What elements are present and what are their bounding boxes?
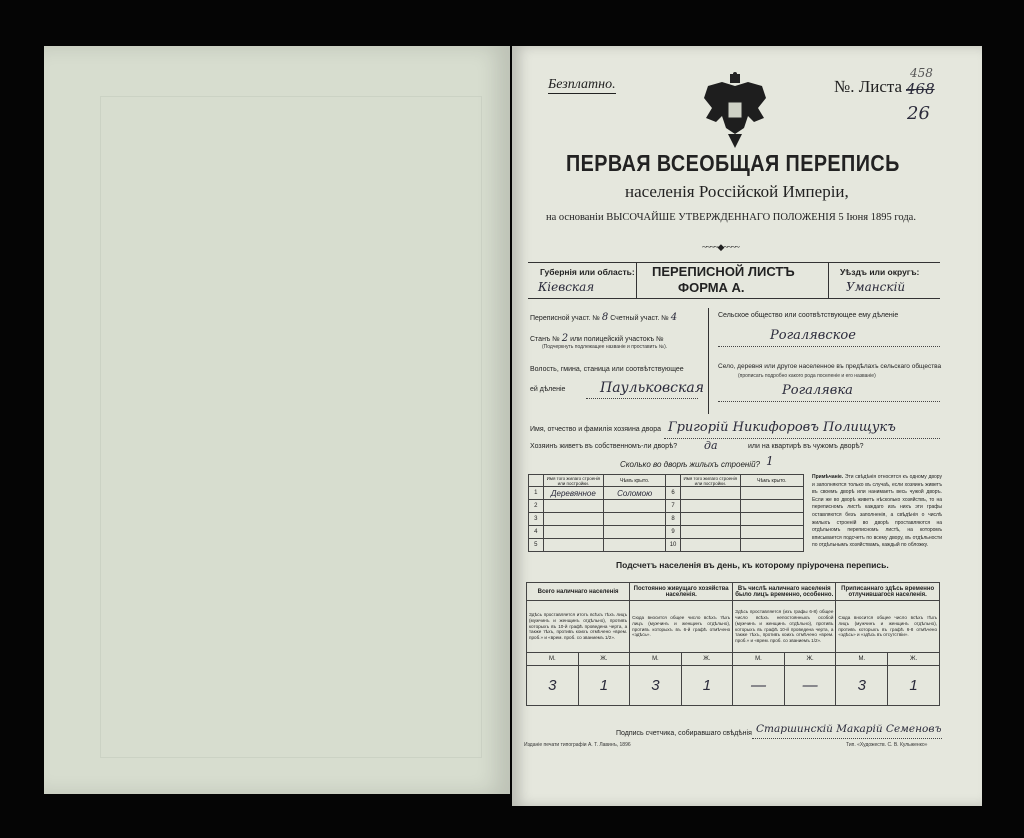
own-yard-value: да <box>704 439 718 452</box>
selo-label: Село, деревня или другое населенное въ предѣлахъ сельскаго общества <box>718 363 942 370</box>
buildings-label: Сколько во дворѣ жилыхъ строеній? <box>620 460 760 469</box>
female-label: Ж. <box>784 653 836 666</box>
row-number: 9 <box>666 526 681 539</box>
table-row <box>529 526 804 539</box>
own-yard-label: Хозяинъ живетъ въ собственномъ-ли дворѣ? <box>530 443 678 450</box>
row-number: 4 <box>529 526 544 539</box>
apartment-label: или на квартирѣ въ чужомъ дворѣ? <box>748 443 864 450</box>
buildings-note <box>812 474 942 550</box>
note-title: Примѣчаніе. <box>812 474 844 480</box>
count-col-desc: Здѣсь проставляется итогъ всѣхъ тѣхъ лицъ (мужчинъ и женщинъ отдѣльно), противъ которыхъ въ 10-й графѣ проведена черта, а также тѣхъ, противъ коихъ отмѣчено «врем. проб.» и «врем. проб. со званиемъ 1/2». <box>527 601 630 653</box>
uchastok-value: 8 <box>601 312 609 323</box>
volost-label-1: Волость, гмина, станица или соотвѣтствующее <box>530 366 684 373</box>
sheet-number-label: №. Листа <box>834 77 903 96</box>
volost-label-2: ей дѣленіе <box>530 386 566 393</box>
gubernia-value: Кіевская <box>538 280 595 294</box>
building-name: Деревянное <box>543 487 603 500</box>
note-text: Эти свѣдѣнія относятся къ одному двору и заполняются только въ случаѣ, если хозяинъ живетъ въ своемъ дворѣ или нанимаетъ весь чужой дворъ. Если же во дворѣ живетъ нѣсколько хозяйствъ, то на переписномъ листѣ каждаго изъ нихъ эти графы оставляются безъ заполненія, а свѣдѣнія о числѣ жилыхъ строеній во дворѣ проставляются на отдѣльномъ переписномъ листѣ, на которомъ вписывается подсчетъ по всему двору, въ отдѣльности по отдѣльнымъ хозяйствамъ, каждый по обложку. <box>812 474 943 549</box>
stan-line <box>530 333 664 344</box>
form-header-box <box>528 262 940 298</box>
row-number: 1 <box>529 487 544 500</box>
field-divider <box>708 308 709 414</box>
form-basis: на основаніи ВЫСОЧАЙШЕ УТВЕРЖДЕННАГО ПОЛОЖЕНІЯ 5 Іюня 1895 года. <box>546 212 916 223</box>
count-heading: Подсчетъ населенія въ день, къ которому пріурочена перепись. <box>616 560 889 570</box>
selo-note: (прописать подробно какого рода поселеніе и его названіе) <box>738 373 876 379</box>
owner-value: Григорій Никифоровъ Полищукъ <box>668 420 896 435</box>
owner-label: Имя, отчество и фамилія хозяина двора <box>530 426 662 433</box>
male-label: М. <box>630 653 682 666</box>
building-roof: Соломою <box>604 487 666 500</box>
table-row <box>529 539 804 552</box>
obshchestvo-label: Сельское общество или соотвѣтствующее ему дѣленіе <box>718 312 899 319</box>
table-row <box>529 487 804 500</box>
row-number: 5 <box>529 539 544 552</box>
footer-printer-left: Изданіе печати типографіи А. Т. Лавинъ, 1896 <box>524 742 631 748</box>
uchastok-line <box>530 312 677 323</box>
uezd-value: Уманскій <box>846 280 906 294</box>
sheet-number-value: 468 <box>906 80 935 98</box>
signature-label: Подпись счетчика, собиравшаго свѣдѣнія <box>616 730 752 737</box>
row-number: 7 <box>666 500 681 513</box>
volost-value: Паульковская <box>600 380 704 396</box>
sheet-type: ПЕРЕПИСНОЙ ЛИСТЪ <box>652 264 795 279</box>
obshchestvo-value: Рогалявское <box>770 328 856 343</box>
left-blank-page <box>44 46 510 794</box>
form-letter: ФОРМА А. <box>678 280 745 295</box>
count-col-desc: Сюда вносится общее число всѣхъ тѣхъ лицъ (мужчинъ и женщинъ отдѣльно), противъ которыхъ въ графѣ 6-8 отмѣчено «здѣсь» и «здѣсь въ отсутствіи». <box>836 601 940 653</box>
census-form-page <box>512 46 982 806</box>
free-label: Безплатно. <box>548 77 616 92</box>
count-col-head: Въ числѣ наличнаго населенія было лицъ временно, особенно. <box>733 583 836 601</box>
schetny-label: Счетный участ. № <box>610 315 669 322</box>
buildings-col-name: Имя того жилаго строенія или постройки. <box>543 475 603 487</box>
population-count-table <box>526 582 940 706</box>
coat-of-arms-icon <box>702 72 768 155</box>
schetny-value: 4 <box>670 312 678 323</box>
female-label: Ж. <box>578 653 630 666</box>
footer-printer-right: Тип. «Художеств. С. В. Кульженко» <box>846 742 928 748</box>
count-value: 3 <box>836 666 888 706</box>
row-number: 6 <box>666 487 681 500</box>
stan-value: 2 <box>561 333 569 344</box>
selo-value: Рогалявка <box>782 383 853 398</box>
bleed-through-frame <box>100 96 482 758</box>
count-col-head: Приписаннаго здѣсь временно отлучившагося населенія. <box>836 583 940 601</box>
gubernia-label: Губернія или область: <box>540 267 635 277</box>
signature-value: Старшинскій Макарій Семеновъ <box>756 723 942 735</box>
sheet-number-old: 458 <box>910 66 933 80</box>
count-value: 3 <box>527 666 579 706</box>
row-number: 8 <box>666 513 681 526</box>
female-label: Ж. <box>888 653 940 666</box>
page-number: 26 <box>907 103 930 124</box>
male-label: М. <box>836 653 888 666</box>
count-value: 1 <box>578 666 630 706</box>
row-number: 3 <box>529 513 544 526</box>
uezd-label: Уѣздъ или округъ: <box>840 267 920 277</box>
count-value: — <box>784 666 836 706</box>
row-number: 2 <box>529 500 544 513</box>
table-row <box>529 513 804 526</box>
count-value: — <box>733 666 785 706</box>
female-label: Ж. <box>681 653 733 666</box>
count-col-head: Постоянно живущаго хозяйства населенія. <box>630 583 733 601</box>
buildings-col-name-2: Имя того жилаго строенія или постройки. <box>680 475 740 487</box>
form-title: ПЕРВАЯ ВСЕОБЩАЯ ПЕРЕПИСЬ <box>566 150 900 176</box>
form-subtitle: населенія Россійской Имперіи, <box>625 182 849 201</box>
uchastok-label: Переписной участ. № <box>530 315 600 322</box>
buildings-col-roof-2: Чѣмъ крыто. <box>740 475 803 487</box>
buildings-value: 1 <box>766 454 774 468</box>
count-value: 1 <box>888 666 940 706</box>
ornament-divider: ~~~~◆~~~~ <box>702 242 739 252</box>
buildings-table <box>528 474 804 552</box>
row-number: 10 <box>666 539 681 552</box>
table-row <box>529 500 804 513</box>
buildings-col-roof: Чѣмъ крыто. <box>604 475 666 487</box>
police-note: (Подчеркнуть подлежащее названіе и проставить №). <box>542 344 668 350</box>
male-label: М. <box>733 653 785 666</box>
count-col-desc: Здѣсь проставляется (изъ графы 6-8) общее число всѣхъ непостоянныхъ особой (мужчинъ и женщинъ отдѣльно), противъ которыхъ въ графѣ 10-й проведена черта, а также тѣхъ, противъ коихъ отмѣчено «врем. проб.» и «врем. проб. со званиемъ 1/2». <box>733 601 836 653</box>
stan-label: Станъ № <box>530 336 560 343</box>
count-col-head: Всего наличнаго населенія <box>527 583 630 601</box>
male-label: М. <box>527 653 579 666</box>
police-label: или полицейскій участокъ № <box>570 336 664 343</box>
count-value: 1 <box>681 666 733 706</box>
count-col-desc: Сюда вносится общее число всѣхъ тѣхъ лицъ (мужчинъ и женщинъ отдѣльно), противъ которыхъ въ 6-й графѣ отмѣчено «здѣсь». <box>630 601 733 653</box>
count-value: 3 <box>630 666 682 706</box>
table-row <box>527 666 940 706</box>
